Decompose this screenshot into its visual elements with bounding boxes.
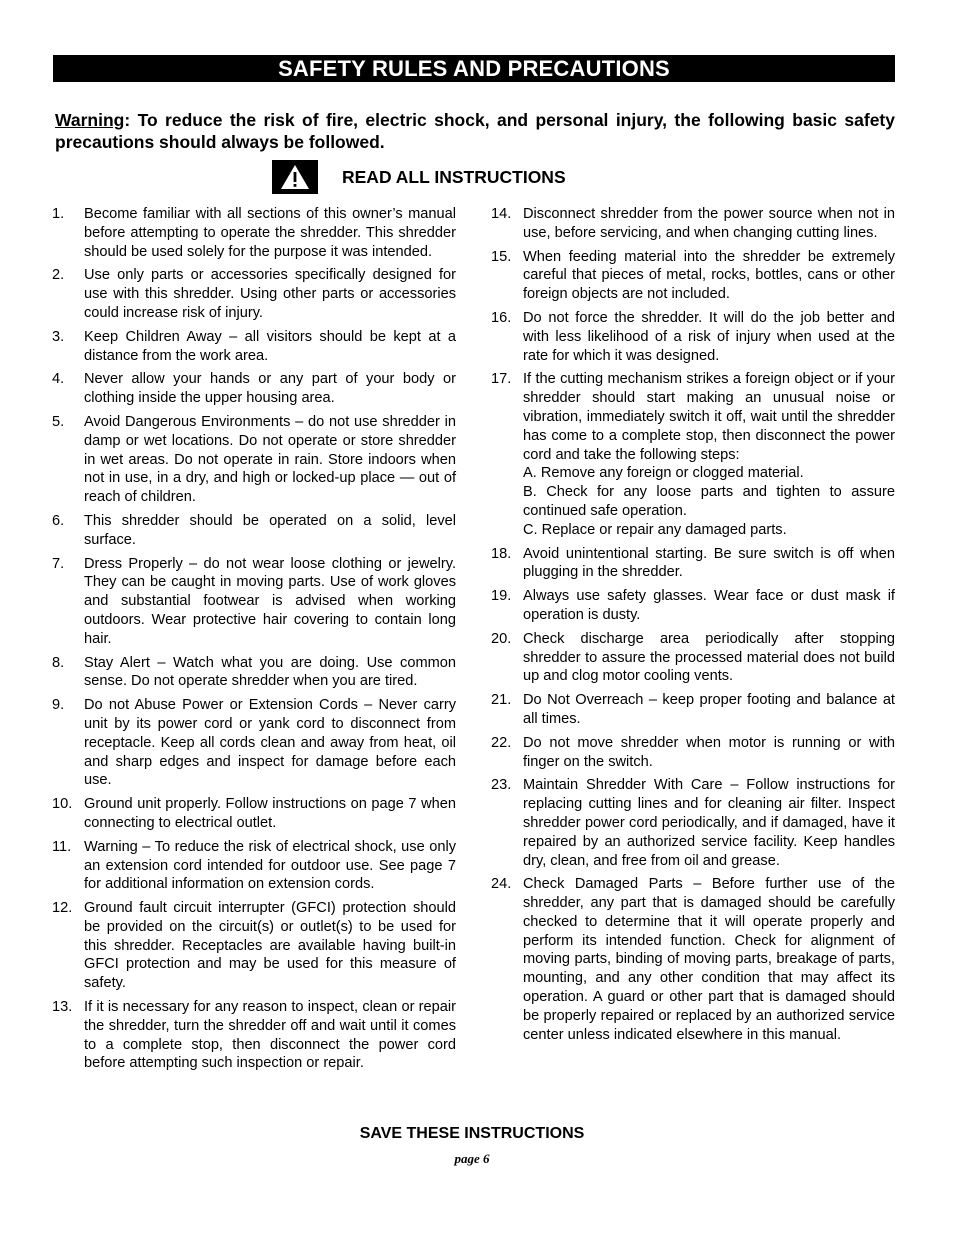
read-all-heading: [272, 160, 566, 194]
item-number: 11.: [52, 838, 72, 855]
item-main-text: Do not force the shredder. It will do the job better and with less likelihood of a risk of injury when used at the rate for which it was designed.: [523, 309, 895, 364]
item-text: [523, 309, 895, 365]
sub-item: A. Remove any foreign or clogged material.: [523, 465, 804, 482]
item-main-text: Avoid Dangerous Environments – do not use shredder in damp or wet locations. Do not operate or store shredder in wet areas. Do not operate in rain. Store indoors when not in use, in a dry, and high or locked-up place — out of reach of children.: [84, 413, 456, 506]
item-main-text: When feeding material into the shredder be extremely careful that pieces of metal, rocks, bottles, cans or other foreign objects are not included.: [523, 248, 895, 303]
item-number: 22.: [491, 734, 512, 751]
item-text: [523, 545, 895, 583]
list-item: [52, 654, 456, 692]
item-text: [523, 875, 895, 1044]
item-text: [523, 205, 895, 243]
list-item: [52, 696, 456, 790]
save-instructions-label: SAVE THESE INSTRUCTIONS: [359, 1125, 585, 1142]
sub-item: C. Replace or repair any damaged parts.: [523, 521, 787, 538]
list-item: [52, 413, 456, 507]
warning-statement: [55, 109, 895, 153]
item-main-text: Avoid unintentional starting. Be sure switch is off when plugging in the shredder.: [523, 545, 895, 581]
item-text: [84, 205, 456, 261]
item-text: [523, 691, 895, 729]
list-item: [52, 205, 456, 261]
list-item: [491, 309, 895, 365]
item-text: [84, 998, 456, 1073]
sub-item: B. Check for any loose parts and tighten to assure continued safe operation.: [523, 484, 895, 519]
warning-triangle-icon: [272, 160, 318, 194]
list-item: [52, 899, 456, 993]
list-item: [52, 512, 456, 550]
item-number: 3.: [52, 328, 65, 345]
item-number: 5.: [52, 413, 65, 430]
item-main-text: Dress Properly – do not wear loose clothing or jewelry. They can be caught in moving parts. Use of work gloves and substantial footwear is advised when working outdoors. Wear protective hair covering to contain long hair.: [84, 555, 456, 647]
list-item: [491, 205, 895, 243]
right-column-list: [491, 205, 895, 1049]
item-main-text: Never allow your hands or any part of your body or clothing inside the upper housing area.: [84, 371, 456, 407]
item-main-text: Do not Abuse Power or Extension Cords – Never carry unit by its power cord or yank cord to disconnect from receptacle. Keep all cords clean and away from heat, oil and sharp edges and inspect for damage before each use.: [84, 697, 456, 789]
page-number: page 6: [454, 1151, 490, 1166]
warning-label: Warning: [55, 110, 125, 130]
list-item: [491, 875, 895, 1044]
item-main-text: Use only parts or accessories specifically designed for use with this shredder. Using other parts or accessories could increase risk of injury.: [84, 267, 456, 321]
item-text: [84, 370, 456, 408]
item-text: [84, 899, 456, 993]
list-item: [491, 630, 895, 686]
item-number: 14.: [491, 206, 512, 222]
item-main-text: Do not move shredder when motor is running or with finger on the switch.: [523, 734, 895, 770]
item-text: [84, 413, 456, 507]
item-number: 12.: [52, 900, 73, 917]
list-item: [52, 555, 456, 649]
item-text: [84, 266, 456, 322]
list-item: [52, 838, 456, 894]
item-text: [523, 248, 895, 304]
item-number: 2.: [52, 267, 65, 284]
item-main-text: If it is necessary for any reason to inspect, clean or repair the shredder, turn the shredder off and wait until it comes to a complete stop, then disconnect the power cord before attempting such inspection or repair.: [84, 999, 456, 1072]
list-item: [52, 998, 456, 1073]
item-text: [84, 654, 456, 692]
item-main-text: Stay Alert – Watch what you are doing. Use common sense. Do not operate shredder when you are tired.: [84, 654, 456, 690]
list-item: [491, 248, 895, 304]
item-text: [523, 370, 895, 539]
list-item: [491, 545, 895, 583]
page-title: SAFETY RULES AND PRECAUTIONS: [53, 55, 895, 82]
item-text: [84, 795, 456, 833]
item-number: 10.: [52, 796, 73, 813]
list-item: [52, 795, 456, 833]
item-main-text: This shredder should be operated on a solid, level surface.: [84, 512, 456, 548]
item-main-text: Ground unit properly. Follow instructions on page 7 when connecting to electrical outlet.: [84, 796, 456, 831]
item-number: 7.: [52, 555, 65, 572]
item-text: [523, 630, 895, 686]
item-text: [84, 328, 456, 366]
list-item: [491, 370, 895, 539]
item-number: 24.: [491, 876, 512, 893]
item-number: 23.: [491, 777, 512, 794]
list-item: [491, 691, 895, 729]
item-text: [84, 696, 456, 790]
item-main-text: Check Damaged Parts – Before further use of the shredder, any part that is damaged should be carefully checked to determine that it will operate properly and perform its intended function. Check for alignment of moving parts, binding of moving parts, breakage of parts, mounting, and any other condition that may affect its operation. A guard or other part that is damaged should be properly repaired or replaced by an authorized service center unless indicated elsewhere in this manual.: [523, 876, 895, 1043]
item-main-text: Keep Children Away – all visitors should be kept at a distance from the work area.: [84, 328, 456, 364]
item-text: [523, 734, 895, 772]
list-item: [491, 734, 895, 772]
list-item: [52, 266, 456, 322]
item-main-text: Do Not Overreach – keep proper footing and balance at all times.: [523, 692, 895, 727]
list-item: [491, 587, 895, 625]
item-text: [523, 587, 895, 625]
item-number: 20.: [491, 630, 512, 647]
item-main-text: Warning – To reduce the risk of electrical shock, use only an extension cord intended for outdoor use. See page 7 for additional information on extension cords.: [84, 838, 456, 893]
list-item: [52, 328, 456, 366]
item-number: 4.: [52, 371, 65, 388]
item-main-text: If the cutting mechanism strikes a foreign object or if your shredder should start making an unusual noise or vibration, immediately switch it off, wait until the shredder has come to a complete stop, then disconnect the power cord and take the following steps:: [523, 371, 895, 463]
item-number: 17.: [491, 371, 512, 388]
item-main-text: Check discharge area periodically after stopping shredder to assure the processed material does not build up and clog motor cooling vents.: [523, 630, 895, 685]
item-text: [84, 838, 456, 894]
item-number: 19.: [491, 588, 512, 605]
item-main-text: Become familiar with all sections of this owner’s manual before attempting to operate the shredder. This shredder should be used solely for the purpose it was intended.: [84, 206, 456, 260]
item-main-text: Ground fault circuit interrupter (GFCI) protection should be provided on the circuit(s) or outlet(s) to be used for this shredder. Receptacles are available having built-in GFCI protection and may be used for this measure of safety.: [84, 900, 456, 992]
item-text: [84, 555, 456, 649]
item-main-text: Always use safety glasses. Wear face or dust mask if operation is dusty.: [523, 588, 895, 623]
read-all-label: READ ALL INSTRUCTIONS: [342, 166, 566, 187]
item-number: 18.: [491, 545, 512, 562]
item-number: 9.: [52, 697, 65, 714]
item-number: 21.: [491, 692, 512, 709]
item-main-text: Maintain Shredder With Care – Follow instructions for replacing cutting lines and for cleaning air filter. Inspect shredder power cord periodically, and if damaged, have it repaired by an authorized service facility. Keep handles dry, clean, and free from oil and grease.: [523, 777, 895, 869]
item-number: 8.: [52, 654, 65, 671]
item-number: 15.: [491, 248, 512, 265]
item-number: 6.: [52, 512, 65, 529]
item-text: [84, 512, 456, 550]
list-item: [491, 776, 895, 870]
left-column-list: [52, 205, 456, 1078]
item-main-text: Disconnect shredder from the power source when not in use, before servicing, and when changing cutting lines.: [523, 206, 895, 241]
warning-text: : To reduce the risk of fire, electric shock, and personal injury, the following basic safety precautions should always be followed.: [55, 110, 895, 152]
item-number: 13.: [52, 999, 73, 1016]
list-item: [52, 370, 456, 408]
item-text: [523, 776, 895, 870]
item-number: 1.: [52, 206, 65, 222]
item-number: 16.: [491, 309, 512, 326]
